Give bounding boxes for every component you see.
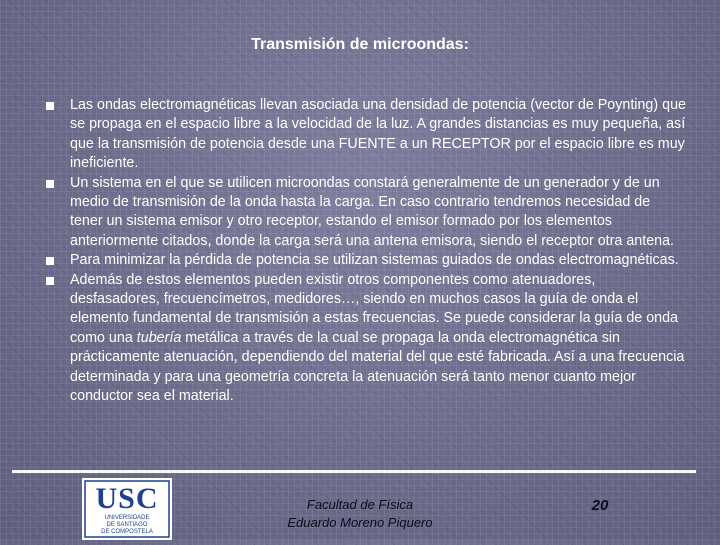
square-bullet-icon bbox=[46, 257, 54, 265]
footer-credits bbox=[270, 496, 450, 532]
bullet-item bbox=[46, 251, 686, 270]
bullet-list bbox=[46, 96, 686, 407]
usc-logo bbox=[82, 478, 172, 540]
square-bullet-icon bbox=[46, 102, 54, 110]
bullet-item bbox=[46, 96, 686, 174]
logo-line3: DE COMPOSTELA bbox=[101, 529, 153, 535]
logo-line1: UNIVERSIDADE bbox=[104, 515, 150, 521]
logo-letters: USC bbox=[95, 482, 159, 515]
usc-logo-graphic bbox=[82, 478, 172, 540]
bullet-text bbox=[70, 272, 684, 404]
bullet-text: Un sistema en el que se utilicen microondas constará generalmente de un generador y de un medio de transmisión de la onda hasta la carga. En caso contrario tendremos necesidad de tener un sistema emisor y otro receptor, estando el emisor formado por los elementos anteriormente citados, donde la carga será una antena emisora, siendo el receptor otra antena. bbox=[70, 174, 675, 249]
footer-faculty: Facultad de Física bbox=[306, 497, 414, 512]
bullet-item bbox=[46, 271, 686, 407]
bullet-text-emphasis: tubería bbox=[136, 329, 182, 346]
slide-title: Transmisión de microondas: bbox=[251, 36, 469, 53]
page-number: 20 bbox=[591, 497, 609, 514]
bullet-text: Las ondas electromagnéticas llevan asociada una densidad de potencia (vector de Poynting) que se propaga en el espacio libre a la velocidad de la luz. A grandes distancias es muy pequeña, así que la transmisión de potencia desde una FUENTE a un RECEPTOR por el espacio libre es muy ineficiente. bbox=[70, 97, 686, 172]
logo-line2: DE SANTIAGO bbox=[106, 522, 148, 528]
square-bullet-icon bbox=[46, 277, 54, 285]
bullet-text-part: Además de estos elementos pueden existir otros componentes como atenuadores, desfasadores, frecuencímetros, medidores…, siendo en muchos casos la guía de onda el elemento fundamental de transmisión a estas frecuencias. Se puede considerar la guía de onda como una bbox=[70, 271, 679, 346]
square-bullet-icon bbox=[46, 180, 54, 188]
bullet-text-part: metálica a través de la cual se propaga la onda electromagnética sin prácticamente atenuación, dependiendo del material del que esté fabricada. Así a una frecuencia determinada y para una geometría concreta la atenuación será tanto menor cuanto mejor conductor sea el material. bbox=[70, 329, 685, 405]
footer-author: Eduardo Moreno Piquero bbox=[287, 515, 433, 530]
footer-divider bbox=[12, 470, 696, 473]
bullet-item bbox=[46, 174, 686, 252]
bullet-text: Para minimizar la pérdida de potencia se utilizan sistemas guiados de ondas electromagnéticas. bbox=[70, 252, 679, 269]
